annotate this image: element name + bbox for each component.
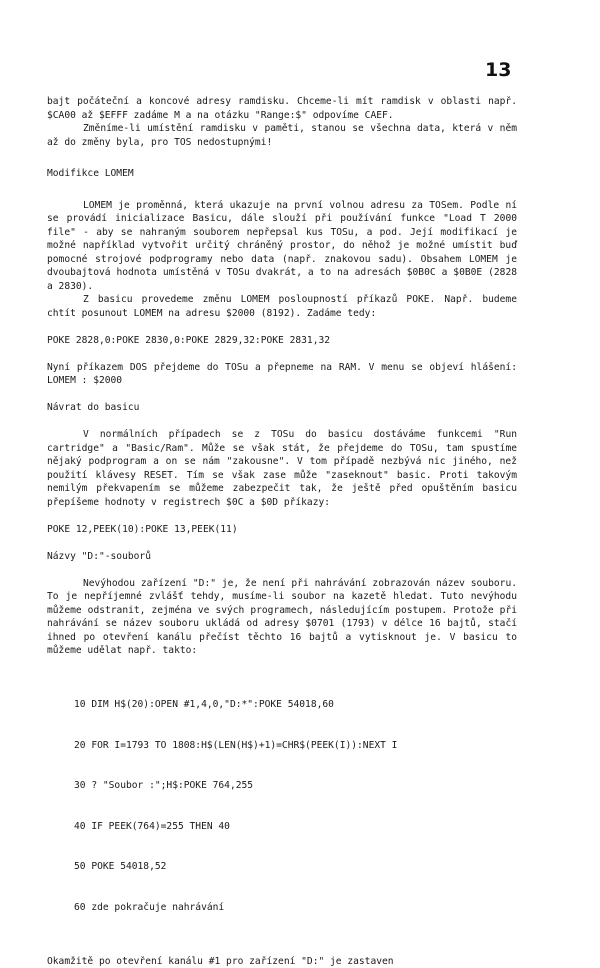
- code-line: 60 zde pokračuje nahrávání: [74, 901, 517, 915]
- paragraph-navrat: V normálních případech se z TOSu do basicu dostáváme funkcemi "Run cartridge" a "Basic/Ram". Může se však stát, že přejdeme do TOSu, tam spustíme nějaký podprogram a on se nám "zakousne". V tom případě nezbývá nic jiného, než použití klávesy RESET. Tím se však zase může "zaseknout" basic. Proti takovým nemilým překvapením se můžeme zabezpečit tak, že ještě před opuštěním basicu přepíšeme hodnoty v registrech $0C a $0D příkazy:: [47, 428, 517, 509]
- code-line: 10 DIM H$(20):OPEN #1,4,0,"D:*":POKE 54018,60: [74, 698, 517, 712]
- heading-navrat: Návrat do basicu: [47, 401, 517, 415]
- heading-nazvy: Názvy "D:"-souborů: [47, 550, 517, 564]
- paragraph-lomem: LOMEM je proměnná, která ukazuje na první volnou adresu za TOSem. Podle ní se provádí inicializace Basicu, dále slouží při používání funkce "Load T 2000 file" - aby se nahraným souborem nepřepsal kus TOSu, a pod. Její modifikací je možné například vytvořit určitý chráněný prostor, do něhož je možné umístit buď pomocné strojové podprogramy nebo data (např. znakovou sadu). Obsahem LOMEM je dvoubajtová hodnota umístěná v TOSu dvakrát, a to na adresách $0B0C a $0B0E (2828 a 2830).: [47, 199, 517, 294]
- heading-lomem: Modifikce LOMEM: [47, 167, 517, 181]
- code-registers-poke: POKE 12,PEEK(10):POKE 13,PEEK(11): [47, 523, 517, 537]
- basic-listing: [74, 671, 517, 941]
- page-body: [47, 95, 517, 968]
- paragraph-dos-ram: Nyní příkazem DOS přejdeme do TOSu a přepneme na RAM. V menu se objeví hlášení: LOMEM : $2000: [47, 361, 517, 388]
- code-line: 40 IF PEEK(764)=255 THEN 40: [74, 820, 517, 834]
- paragraph-ramdisk-warning: Změníme-li umístění ramdisku v paměti, stanou se všechna data, která v něm až do změny byla, pro TOS nedostupnými!: [47, 122, 517, 149]
- paragraph-nazvy: Nevýhodou zařízení "D:" je, že není při nahrávání zobrazován název souboru. To je nepříjemné zvlášť tehdy, musíme-li soubor na kazetě hledat. Tuto nevýhodu můžeme odstranit, zejména ve svých programech, následujícím postupem. Protože při nahrávání se název souboru ukládá od adresy $0701 (1793) v délce 16 bajtů, stačí ihned po otevření kanálu přečíst těchto 16 bajtů a vytisknout je. V basicu to můžeme udělat např. takto:: [47, 577, 517, 658]
- code-lomem-poke: POKE 2828,0:POKE 2830,0:POKE 2829,32:POKE 2831,32: [47, 334, 517, 348]
- code-line: 30 ? "Soubor :";H$:POKE 764,255: [74, 779, 517, 793]
- paragraph-ramdisk-range: bajt počáteční a koncové adresy ramdisku. Chceme-li mít ramdisk v oblasti např. $CA00 až $EFFF zadáme M a na otázku "Range:$" odpovíme CAEF.: [47, 95, 517, 122]
- code-line: 20 FOR I=1793 TO 1808:H$(LEN(H$)+1)=CHR$(PEEK(I)):NEXT I: [74, 739, 517, 753]
- paragraph-channel-open: Okamžitě po otevření kanálu #1 pro zařízení "D:" je zastaven: [47, 955, 517, 968]
- page-number: 13: [485, 59, 511, 81]
- code-line: 50 POKE 54018,52: [74, 860, 517, 874]
- paragraph-lomem-poke: Z basicu provedeme změnu LOMEM posloupností příkazů POKE. Např. budeme chtít posunout LOMEM na adresu $2000 (8192). Zadáme tedy:: [47, 293, 517, 320]
